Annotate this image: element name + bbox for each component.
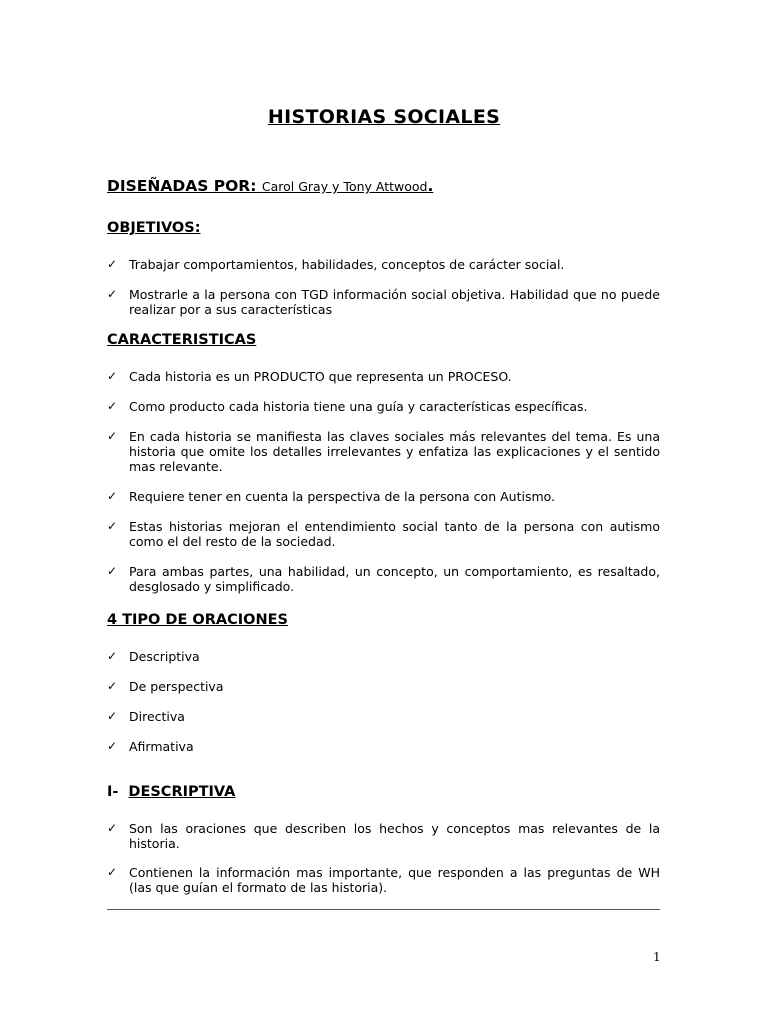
designed-by-authors: Carol Gray y Tony Attwood xyxy=(261,179,428,194)
list-item-text: De perspectiva xyxy=(129,679,224,694)
designed-by-period: . xyxy=(427,177,434,195)
check-icon: ✓ xyxy=(107,865,118,879)
check-icon: ✓ xyxy=(107,709,118,723)
list-item-text: Contienen la información mas importante, que responden a las preguntas de WH (las que guían el formato de las historia). xyxy=(129,865,660,895)
descriptive-title: DESCRIPTIVA xyxy=(128,784,236,800)
list-item xyxy=(107,739,660,754)
check-icon: ✓ xyxy=(107,564,118,578)
list-item-text: Requiere tener en cuenta la perspectiva de la persona con Autismo. xyxy=(129,489,556,504)
list-item xyxy=(107,519,660,549)
list-item xyxy=(107,679,660,694)
sentence-types-heading: 4 TIPO DE ORACIONES xyxy=(107,612,288,628)
list-item-text: Directiva xyxy=(129,709,185,724)
list-item-text: En cada historia se manifiesta las claves sociales más relevantes del tema. Es una historia que omite los detalles irrelevantes y enfatiza las explicaciones y el sentido mas relevante. xyxy=(129,429,660,474)
list-item-text: Trabajar comportamientos, habilidades, conceptos de carácter social. xyxy=(129,257,565,272)
list-item xyxy=(107,709,660,724)
list-item xyxy=(107,369,660,384)
descriptive-heading xyxy=(107,784,235,800)
page-number: 1 xyxy=(653,950,661,964)
check-icon: ✓ xyxy=(107,287,118,301)
check-icon: ✓ xyxy=(107,429,118,443)
document-title: HISTORIAS SOCIALES xyxy=(267,106,501,128)
check-icon: ✓ xyxy=(107,369,118,383)
list-item xyxy=(107,287,660,317)
list-item xyxy=(107,257,660,272)
check-icon: ✓ xyxy=(107,489,118,503)
check-icon: ✓ xyxy=(107,739,118,753)
check-icon: ✓ xyxy=(107,519,118,533)
objectives-heading: OBJETIVOS: xyxy=(107,220,201,236)
list-item-text: Como producto cada historia tiene una guía y características específicas. xyxy=(129,399,588,414)
list-item-text: Estas historias mejoran el entendimiento social tanto de la persona con autismo como el del resto de la sociedad. xyxy=(129,519,660,549)
check-icon: ✓ xyxy=(107,649,118,663)
list-item-text: Cada historia es un PRODUCTO que representa un PROCESO. xyxy=(129,369,512,384)
list-item-text: Afirmativa xyxy=(129,739,194,754)
list-item-text: Son las oraciones que describen los hechos y conceptos mas relevantes de la historia. xyxy=(129,821,660,851)
check-icon: ✓ xyxy=(107,399,118,413)
list-item xyxy=(107,429,660,474)
designed-by-label: DISEÑADAS POR: xyxy=(107,177,257,195)
list-item-text: Mostrarle a la persona con TGD información social objetiva. Habilidad que no puede realizar por a sus características xyxy=(129,287,660,317)
list-item xyxy=(107,649,660,664)
designed-by-line xyxy=(107,177,433,195)
list-item xyxy=(107,489,660,504)
descriptive-numeral: I- xyxy=(107,784,119,800)
list-item xyxy=(107,564,660,594)
check-icon: ✓ xyxy=(107,257,118,271)
list-item xyxy=(107,865,660,895)
list-item-text: Para ambas partes, una habilidad, un concepto, un comportamiento, es resaltado, desglosado y simplificado. xyxy=(129,564,660,594)
characteristics-heading: CARACTERISTICAS xyxy=(107,332,257,348)
check-icon: ✓ xyxy=(107,821,118,835)
check-icon: ✓ xyxy=(107,679,118,693)
footer-divider xyxy=(107,909,660,910)
list-item xyxy=(107,399,660,414)
list-item-text: Descriptiva xyxy=(129,649,200,664)
list-item xyxy=(107,821,660,851)
